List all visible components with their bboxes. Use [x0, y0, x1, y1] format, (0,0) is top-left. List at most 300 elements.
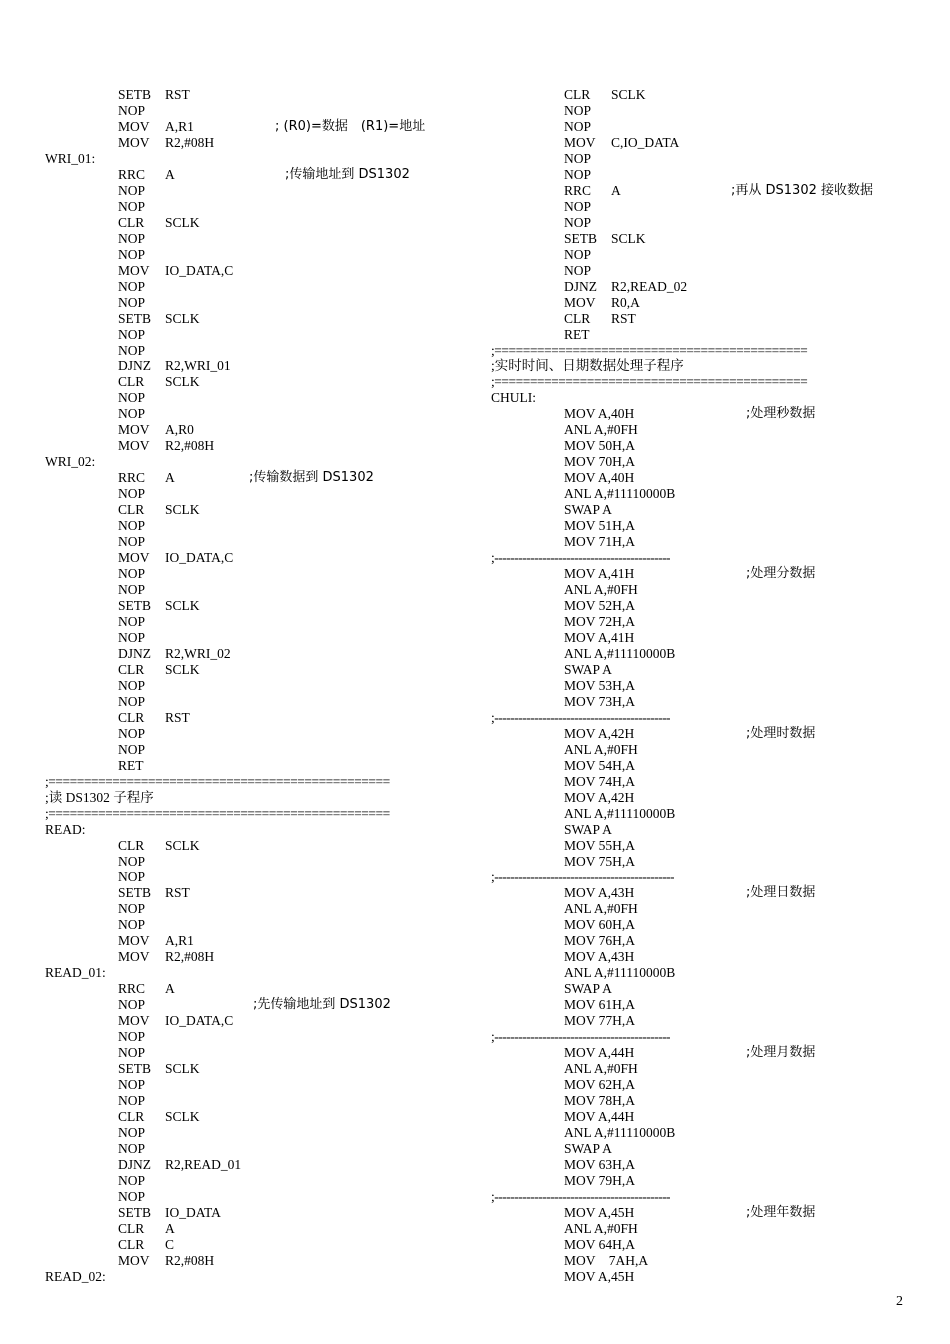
instruction-opcode: NOP	[118, 901, 146, 917]
code-line	[45, 949, 465, 965]
instruction-text: SWAP A	[564, 981, 612, 997]
instruction-text: MOV A,42H	[564, 725, 635, 741]
separator-line: ;--------------------------------------------	[491, 1188, 671, 1204]
code-line	[491, 758, 911, 774]
code-line	[491, 374, 911, 390]
instruction-text: MOV A,44H	[564, 1109, 635, 1124]
instruction-operands: A	[165, 470, 175, 486]
code-label: CHULI:	[491, 390, 536, 406]
code-line	[491, 742, 911, 758]
code-line	[491, 1013, 911, 1029]
instruction-opcode: NOP	[118, 725, 146, 741]
instruction-opcode: NOP	[118, 629, 146, 645]
code-line	[45, 694, 465, 710]
instruction-operands: SCLK	[165, 837, 200, 853]
code-comment: ;先传输地址到 DS1302	[253, 997, 391, 1013]
code-label: WRI_02:	[45, 454, 96, 470]
instruction-opcode: MOV	[118, 550, 150, 566]
code-line	[45, 183, 465, 199]
instruction-opcode: NOP	[118, 1045, 146, 1061]
instruction-opcode: NOP	[118, 677, 146, 693]
code-line	[45, 742, 465, 758]
instruction-opcode: NOP	[118, 566, 146, 582]
code-line	[45, 374, 465, 390]
instruction-operands: A	[611, 182, 621, 198]
instruction-text: MOV A,41H	[564, 629, 635, 645]
code-line	[491, 183, 911, 199]
code-comment: ;处理月数据	[746, 1045, 816, 1061]
instruction-text: ANL A,#11110000B	[564, 965, 676, 981]
instruction-text: MOV 77H,A	[564, 1013, 636, 1029]
code-line	[45, 199, 465, 215]
code-line	[45, 582, 465, 598]
instruction-text: MOV 70H,A	[564, 454, 636, 470]
code-line	[45, 806, 465, 822]
code-line	[45, 997, 465, 1013]
code-comment: ;再从 DS1302 接收数据	[731, 182, 873, 198]
code-line	[45, 1077, 465, 1093]
instruction-operands: IO_DATA,C	[165, 1013, 234, 1029]
instruction-opcode: CLR	[118, 1109, 145, 1124]
code-line	[491, 678, 911, 694]
instruction-operands: A,R1	[165, 118, 194, 134]
instruction-operands: IO_DATA	[165, 1204, 221, 1220]
separator-line: ;--------------------------------------------	[491, 1029, 671, 1045]
instruction-operands: A,R0	[165, 422, 194, 438]
code-line	[491, 1093, 911, 1109]
code-line	[491, 406, 911, 422]
instruction-text: ANL A,#0FH	[564, 1061, 638, 1077]
instruction-text: MOV 53H,A	[564, 677, 636, 693]
code-line	[45, 406, 465, 422]
instruction-opcode: NOP	[118, 917, 146, 933]
code-line	[491, 806, 911, 822]
code-line	[491, 390, 911, 406]
instruction-operands: SCLK	[611, 230, 646, 246]
code-line	[45, 1125, 465, 1141]
code-line	[491, 822, 911, 838]
code-line	[491, 215, 911, 231]
code-line	[45, 885, 465, 901]
instruction-operands: SCLK	[165, 1109, 200, 1124]
instruction-text: MOV 52H,A	[564, 598, 636, 613]
separator-line: ;---------------------------------------------	[491, 869, 675, 885]
instruction-opcode: NOP	[118, 278, 146, 294]
code-label: READ_02:	[45, 1268, 106, 1284]
instruction-text: MOV 7AH,A	[564, 1252, 649, 1268]
instruction-text: MOV A,45H	[564, 1204, 635, 1220]
code-line	[45, 869, 465, 885]
code-line	[45, 1157, 465, 1173]
instruction-opcode: NOP	[118, 390, 146, 406]
instruction-opcode: NOP	[118, 1140, 146, 1156]
code-line	[45, 933, 465, 949]
code-line	[491, 247, 911, 263]
instruction-text: MOV 55H,A	[564, 837, 636, 853]
code-line	[491, 1237, 911, 1253]
instruction-operands: SCLK	[165, 310, 200, 326]
instruction-opcode: NOP	[564, 214, 592, 230]
code-line	[491, 295, 911, 311]
instruction-text: ANL A,#11110000B	[564, 486, 676, 502]
instruction-operands: R2,READ_01	[165, 1156, 242, 1172]
instruction-operands: RST	[165, 885, 190, 901]
code-line	[45, 710, 465, 726]
instruction-opcode: NOP	[118, 613, 146, 629]
instruction-opcode: NOP	[118, 1172, 146, 1188]
instruction-text: SWAP A	[564, 502, 612, 518]
code-line	[491, 1253, 911, 1269]
code-line	[491, 167, 911, 183]
code-line	[491, 582, 911, 598]
code-line	[491, 917, 911, 933]
instruction-opcode: SETB	[118, 1204, 152, 1220]
instruction-operands: A,R1	[165, 933, 194, 949]
code-line	[491, 981, 911, 997]
instruction-operands: R2,READ_02	[611, 278, 688, 294]
instruction-opcode: NOP	[118, 182, 146, 198]
code-line	[45, 231, 465, 247]
instruction-text: MOV 78H,A	[564, 1093, 636, 1109]
code-line	[45, 822, 465, 838]
code-line	[45, 438, 465, 454]
code-label: ;读 DS1302 子程序	[45, 789, 154, 805]
instruction-text: MOV A,43H	[564, 885, 635, 901]
instruction-opcode: DJNZ	[118, 358, 151, 374]
instruction-opcode: NOP	[564, 150, 592, 166]
instruction-operands: C,IO_DATA	[611, 134, 680, 150]
instruction-opcode: SETB	[118, 598, 152, 613]
instruction-operands: IO_DATA,C	[165, 262, 234, 278]
code-line	[45, 279, 465, 295]
code-line	[491, 694, 911, 710]
instruction-text: MOV 79H,A	[564, 1172, 636, 1188]
code-label: READ_01:	[45, 965, 106, 981]
instruction-text: ANL A,#0FH	[564, 901, 638, 917]
instruction-opcode: RRC	[118, 470, 146, 486]
instruction-opcode: NOP	[564, 198, 592, 214]
instruction-text: MOV A,45H	[564, 1268, 635, 1284]
instruction-text: MOV 73H,A	[564, 693, 636, 709]
instruction-text: MOV 71H,A	[564, 534, 636, 550]
code-line	[491, 854, 911, 870]
code-line	[491, 327, 911, 343]
instruction-text: MOV A,40H	[564, 406, 635, 422]
code-line	[45, 215, 465, 231]
code-line	[491, 1221, 911, 1237]
instruction-operands: C	[165, 1236, 175, 1252]
instruction-text: MOV A,41H	[564, 566, 635, 582]
instruction-text: MOV 74H,A	[564, 773, 636, 789]
code-line	[45, 550, 465, 566]
code-label: WRI_01:	[45, 150, 96, 166]
code-line	[45, 1173, 465, 1189]
code-line	[45, 486, 465, 502]
code-line	[45, 614, 465, 630]
instruction-opcode: MOV	[118, 134, 150, 150]
instruction-opcode: DJNZ	[118, 1156, 151, 1172]
instruction-operands: SCLK	[165, 598, 200, 613]
instruction-opcode: MOV	[118, 262, 150, 278]
instruction-opcode: MOV	[118, 1252, 150, 1268]
instruction-opcode: NOP	[118, 1077, 146, 1093]
code-line	[491, 1045, 911, 1061]
code-line	[491, 838, 911, 854]
code-line	[45, 726, 465, 742]
instruction-opcode: SETB	[118, 1061, 152, 1077]
instruction-opcode: MOV	[118, 422, 150, 438]
code-line	[45, 263, 465, 279]
code-comment: ;传输地址到 DS1302	[285, 166, 410, 182]
instruction-opcode: MOV	[118, 1013, 150, 1029]
instruction-text: ANL A,#0FH	[564, 741, 638, 757]
code-line	[45, 87, 465, 103]
code-line	[491, 710, 911, 726]
code-line	[45, 901, 465, 917]
instruction-opcode: NOP	[564, 166, 592, 182]
instruction-text: ANL A,#0FH	[564, 1220, 638, 1236]
code-line	[45, 662, 465, 678]
instruction-opcode: MOV	[564, 294, 596, 310]
code-comment: ;处理分数据	[746, 566, 816, 582]
code-line	[491, 151, 911, 167]
code-line	[45, 758, 465, 774]
code-line	[491, 534, 911, 550]
instruction-operands: A	[165, 166, 175, 182]
instruction-text: MOV 64H,A	[564, 1236, 636, 1252]
code-line	[491, 1205, 911, 1221]
code-comment: ;处理秒数据	[746, 406, 816, 422]
code-line	[491, 119, 911, 135]
instruction-opcode: NOP	[118, 102, 146, 118]
instruction-text: MOV 50H,A	[564, 438, 636, 454]
code-line	[45, 566, 465, 582]
instruction-text: MOV 72H,A	[564, 613, 636, 629]
instruction-opcode: NOP	[564, 262, 592, 278]
code-line	[491, 518, 911, 534]
instruction-opcode: SETB	[118, 885, 152, 901]
code-line	[491, 279, 911, 295]
code-comment: ;传输数据到 DS1302	[249, 470, 374, 486]
instruction-opcode: CLR	[118, 374, 145, 390]
instruction-operands: SCLK	[165, 661, 200, 677]
instruction-text: MOV 51H,A	[564, 518, 636, 534]
code-line	[45, 103, 465, 119]
instruction-opcode: CLR	[118, 709, 145, 725]
instruction-opcode: RET	[118, 757, 144, 773]
instruction-opcode: NOP	[118, 869, 146, 885]
code-line	[491, 486, 911, 502]
code-line	[491, 438, 911, 454]
code-line	[491, 598, 911, 614]
instruction-opcode: CLR	[118, 661, 145, 677]
instruction-operands: SCLK	[165, 1061, 200, 1077]
instruction-opcode: CLR	[118, 1220, 145, 1236]
code-line	[45, 981, 465, 997]
code-line	[491, 1269, 911, 1285]
code-line	[45, 1189, 465, 1205]
separator-line: ;================================================	[45, 805, 390, 821]
instruction-text: ANL A,#0FH	[564, 422, 638, 438]
code-comment: ;处理年数据	[746, 1204, 816, 1220]
code-line	[491, 1077, 911, 1093]
instruction-opcode: MOV	[118, 949, 150, 965]
instruction-operands: R2,#08H	[165, 1252, 215, 1268]
code-line	[45, 1109, 465, 1125]
code-line	[491, 566, 911, 582]
instruction-operands: RST	[165, 709, 190, 725]
code-line	[45, 151, 465, 167]
code-line	[491, 1141, 911, 1157]
instruction-text: MOV A,42H	[564, 789, 635, 805]
code-line	[45, 311, 465, 327]
instruction-text: SWAP A	[564, 821, 612, 837]
instruction-opcode: SETB	[118, 310, 152, 326]
code-line	[45, 1269, 465, 1285]
code-line	[45, 598, 465, 614]
code-line	[45, 470, 465, 486]
code-line	[45, 1013, 465, 1029]
instruction-opcode: NOP	[564, 118, 592, 134]
instruction-opcode: NOP	[118, 294, 146, 310]
code-line	[45, 295, 465, 311]
instruction-text: MOV 60H,A	[564, 917, 636, 933]
right-code-column	[491, 87, 911, 1285]
code-line	[45, 502, 465, 518]
instruction-opcode: NOP	[118, 853, 146, 869]
instruction-opcode: CLR	[118, 837, 145, 853]
code-line	[491, 231, 911, 247]
code-line	[491, 1109, 911, 1125]
code-line	[491, 933, 911, 949]
instruction-opcode: MOV	[118, 118, 150, 134]
code-line	[491, 1029, 911, 1045]
instruction-opcode: DJNZ	[564, 278, 597, 294]
code-line	[491, 901, 911, 917]
instruction-opcode: NOP	[118, 518, 146, 534]
code-line	[491, 199, 911, 215]
code-line	[45, 135, 465, 151]
code-line	[491, 1125, 911, 1141]
instruction-opcode: NOP	[118, 1124, 146, 1140]
instruction-opcode: NOP	[118, 486, 146, 502]
code-line	[491, 997, 911, 1013]
code-line	[45, 678, 465, 694]
code-line	[45, 518, 465, 534]
instruction-operands: A	[165, 981, 175, 997]
instruction-operands: R2,WRI_02	[165, 645, 231, 661]
code-line	[45, 247, 465, 263]
instruction-opcode: NOP	[118, 246, 146, 262]
code-line	[491, 343, 911, 359]
instruction-opcode: NOP	[118, 741, 146, 757]
code-line	[45, 1205, 465, 1221]
code-line	[491, 869, 911, 885]
instruction-operands: RST	[165, 87, 190, 102]
instruction-text: ANL A,#11110000B	[564, 1124, 676, 1140]
instruction-text: ANL A,#11110000B	[564, 645, 676, 661]
instruction-operands: R2,WRI_01	[165, 358, 231, 374]
left-code-column	[45, 87, 465, 1285]
separator-line: ;--------------------------------------------	[491, 550, 671, 566]
code-line	[491, 135, 911, 151]
code-line	[491, 726, 911, 742]
instruction-opcode: RET	[564, 326, 590, 342]
instruction-operands: R2,#08H	[165, 438, 215, 454]
code-line	[45, 630, 465, 646]
code-line	[45, 1045, 465, 1061]
instruction-operands: SCLK	[165, 214, 200, 230]
code-line	[491, 614, 911, 630]
instruction-text: ANL A,#11110000B	[564, 805, 676, 821]
code-comment: ; (R0)=数据 (R1)=地址	[275, 118, 426, 134]
instruction-opcode: SETB	[118, 87, 152, 102]
instruction-operands: IO_DATA,C	[165, 550, 234, 566]
instruction-operands: R0,A	[611, 294, 640, 310]
instruction-opcode: RRC	[564, 182, 592, 198]
instruction-operands: SCLK	[165, 374, 200, 390]
code-line	[45, 1029, 465, 1045]
code-line	[491, 103, 911, 119]
code-line	[491, 662, 911, 678]
instruction-opcode: NOP	[118, 997, 146, 1013]
instruction-opcode: NOP	[564, 246, 592, 262]
instruction-text: MOV 63H,A	[564, 1156, 636, 1172]
instruction-opcode: MOV	[118, 438, 150, 454]
instruction-text: MOV 76H,A	[564, 933, 636, 949]
code-line	[45, 119, 465, 135]
code-line	[45, 1221, 465, 1237]
instruction-opcode: CLR	[564, 87, 591, 102]
instruction-opcode: DJNZ	[118, 645, 151, 661]
code-line	[491, 550, 911, 566]
instruction-opcode: NOP	[118, 582, 146, 598]
code-label: READ:	[45, 821, 86, 837]
instruction-operands: RST	[611, 310, 636, 326]
code-line	[491, 358, 911, 374]
instruction-opcode: MOV	[564, 134, 596, 150]
instruction-opcode: NOP	[118, 693, 146, 709]
code-line	[491, 454, 911, 470]
code-line	[45, 646, 465, 662]
code-label: ;实时时间、日期数据处理子程序	[491, 358, 684, 374]
code-line	[491, 646, 911, 662]
instruction-operands: SCLK	[611, 87, 646, 102]
instruction-text: MOV 62H,A	[564, 1077, 636, 1093]
code-line	[45, 343, 465, 359]
separator-line: ;============================================	[491, 374, 808, 390]
instruction-opcode: NOP	[118, 1029, 146, 1045]
instruction-operands: R2,#08H	[165, 949, 215, 965]
instruction-opcode: NOP	[118, 534, 146, 550]
code-line	[491, 470, 911, 486]
instruction-text: MOV 54H,A	[564, 757, 636, 773]
instruction-opcode: NOP	[118, 326, 146, 342]
code-line	[45, 1253, 465, 1269]
code-line	[491, 87, 911, 103]
instruction-opcode: SETB	[564, 230, 598, 246]
code-line	[491, 1157, 911, 1173]
code-comment: ;处理时数据	[746, 725, 816, 741]
instruction-opcode: NOP	[118, 406, 146, 422]
code-line	[45, 1141, 465, 1157]
instruction-text: MOV A,40H	[564, 470, 635, 486]
code-line	[45, 1237, 465, 1253]
code-line	[491, 965, 911, 981]
page-number: 2	[896, 1294, 903, 1309]
code-line	[45, 790, 465, 806]
code-line	[491, 502, 911, 518]
